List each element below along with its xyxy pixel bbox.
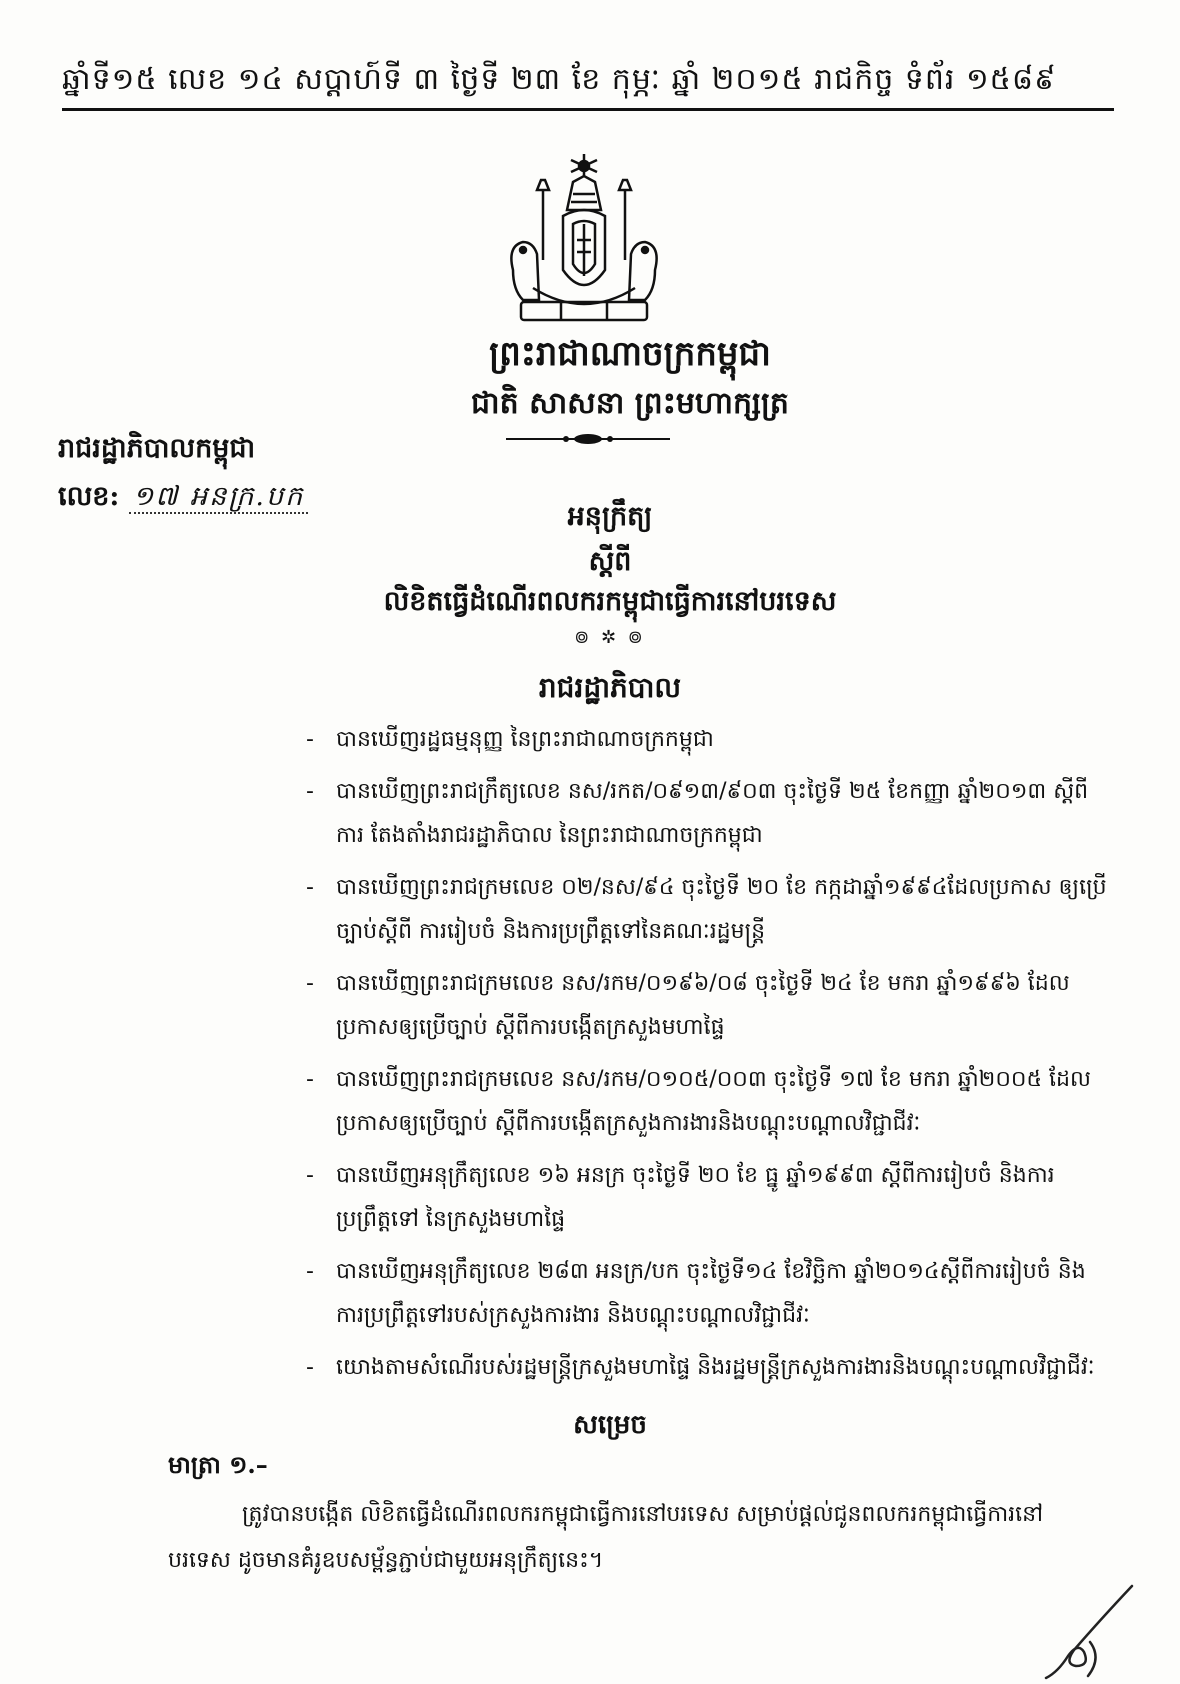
gazette-header: ឆ្នាំទី១៥ លេខ ១៤ សប្តាហ៍ទី ៣ ថ្ងៃទី ២៣ ខែ កុម្ភៈ ឆ្នាំ ២០១៥ រាជកិច្ច ទំព័រ ១៥៨៩ (62, 62, 1057, 97)
recital-item: - បានឃើញព្រះរាជក្រឹត្យលេខ នស/រកត/០៩១៣/៩០៣ ចុះថ្ងៃទី ២៥ ខែកញ្ញា ឆ្នាំ២០១៣ ស្តីពីការ តែងតាំងរាជរដ្ឋាភិបាល នៃព្រះរាជាណាចក្រកម្ពុជា (306, 779, 1089, 848)
recital-item: - បានឃើញអនុក្រឹត្យលេខ ២៨៣ អនក្រ/បក ចុះថ្ងៃទី១៤ ខែវិច្ឆិកា ឆ្នាំ២០១៤ស្តីពីការរៀបចំ និងការប្រព្រឹត្តទៅរបស់ក្រសួងការងារ និងបណ្តុះបណ្តាលវិជ្ជាជីវៈ (306, 1259, 1086, 1328)
recital-item: - បានឃើញព្រះរាជក្រមលេខ នស/រកម/០១៩៦/០៨ ចុះថ្ងៃទី ២៤ ខែ មករា ឆ្នាំ១៩៩៦ ដែល ប្រកាសឲ្យប្រើច្បាប់ ស្តីពីការបង្កើតក្រសួងមហាផ្ទៃ (306, 971, 1070, 1040)
reference-value: ១៧ អនក្រ.បក (129, 481, 308, 514)
decision-heading: សម្រេច (573, 1410, 647, 1440)
recital-item: - បានឃើញរដ្ឋធម្មនុញ្ញ នៃព្រះរាជាណាចក្រកម្ពុជា (306, 727, 714, 752)
article-title: មាត្រា ១.– (168, 1450, 268, 1479)
ornamental-divider (506, 432, 670, 446)
recital-item: - បានឃើញព្រះរាជក្រមលេខ នស/រកម/០១០៥/០០៣ ចុះថ្ងៃទី ១៧ ខែ មករា ឆ្នាំ២០០៥ ដែលប្រកាសឲ្យប្រើច្បាប់ ស្តីពីការបង្កើតក្រសួងការងារនិងបណ្តុះបណ្តាលវិជ្ជាជីវៈ (306, 1067, 1091, 1136)
recitals-list (306, 718, 1112, 1398)
document-subject: លិខិតធ្វើដំណើរពលករកម្ពុជាធ្វើការនៅបរទេស (383, 586, 837, 617)
title-ornament: ៙ ✲ ៙ (574, 627, 646, 648)
article-text: ត្រូវបានបង្កើត លិខិតធ្វើដំណើរពលករកម្ពុជាធ្វើការនៅបរទេស សម្រាប់ផ្តល់ជូនពលករកម្ពុជាធ្វើការនៅ បរទេស ដូចមានគំរូឧបសម្ព័ន្ធភ្ជាប់ជាមួយអនុក្រឹត្យនេះ។ (168, 1502, 1044, 1573)
reference-label: លេខ: (58, 481, 120, 512)
kingdom-name: ព្រះរាជាណាចក្រកម្ពុជា (489, 334, 771, 374)
header-rule (62, 108, 1114, 111)
issuing-authority: រាជរដ្ឋាភិបាលកម្ពុជា (58, 433, 256, 464)
document-about: ស្តីពី (588, 546, 632, 577)
signature-mark (1030, 1580, 1140, 1684)
recital-item: - បានឃើញព្រះរាជក្រមលេខ ០២/នស/៩៤ ចុះថ្ងៃទី ២០ ខែ កក្កដាឆ្នាំ១៩៩៤ដែលប្រកាស ឲ្យប្រើច្បាប់ស្តីពី ការរៀបចំ និងការប្រព្រឹត្តទៅនៃគណៈរដ្ឋមន្ត្រី (306, 875, 1107, 944)
kingdom-motto: ជាតិ សាសនា ព្រះមហាក្សត្រ (471, 386, 789, 421)
recital-item: - បានឃើញអនុក្រឹត្យលេខ ១៦ អនក្រ ចុះថ្ងៃទី ២០ ខែ ធ្នូ ឆ្នាំ១៩៩៣ ស្តីពីការរៀបចំ និងការ ប្រព្រឹត្តទៅ នៃក្រសួងមហាផ្ទៃ (306, 1163, 1055, 1232)
royal-arms-emblem (493, 150, 675, 332)
document-type: អនុក្រឹត្យ (567, 501, 653, 532)
government-heading: រាជរដ្ឋាភិបាល (538, 671, 682, 704)
recital-item: - យោងតាមសំណើរបស់រដ្ឋមន្ត្រីក្រសួងមហាផ្ទៃ និងរដ្ឋមន្ត្រីក្រសួងការងារនិងបណ្តុះបណ្តាលវិជ្ជាជីវៈ (306, 1355, 1095, 1380)
